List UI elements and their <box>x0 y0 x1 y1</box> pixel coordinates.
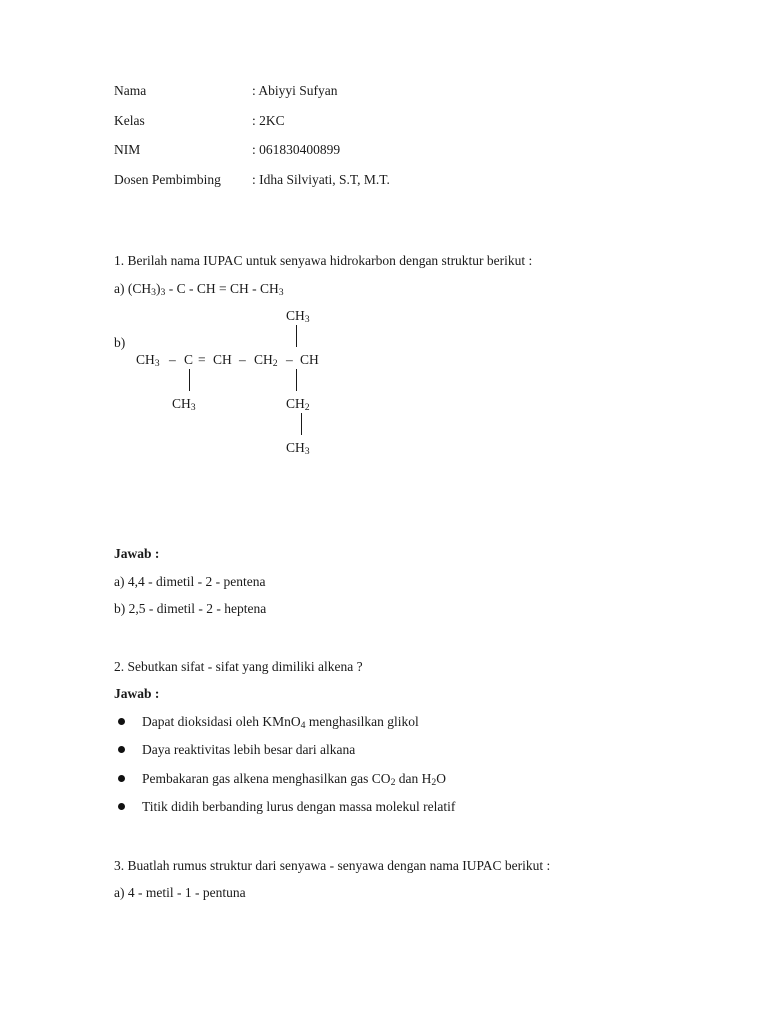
identity-label-nim: NIM <box>114 142 141 157</box>
structure-chain-ch2: $CH_2$ <box>254 352 278 370</box>
question-1-prompt: 1. Berilah nama IUPAC untuk senyawa hidrokarbon dengan struktur berikut : <box>114 253 533 268</box>
question-2-answer-heading: Jawab : <box>114 686 160 701</box>
identity-value-nim: : 061830400899 <box>252 142 341 157</box>
structure-bond-bottom-vertical <box>301 413 302 435</box>
question-2-prompt: 2. Sebutkan sifat - sifat yang dimiliki alkena ? <box>114 658 363 674</box>
spacer-after-structure <box>114 461 654 547</box>
structure-lower-left-branch-ch3: $CH_3$ <box>172 396 196 414</box>
bullet-text-oksidasi: Dapat dioksidasi oleh KMnO$_4$ menghasilkan glikol <box>142 713 419 731</box>
structure-b-marker: b) <box>114 335 126 350</box>
question-1-answer-heading: Jawab : <box>114 546 160 561</box>
identity-label-kelas: Kelas <box>114 112 145 128</box>
structure-bond-top-vertical <box>296 325 297 347</box>
question-2-bullet-list <box>114 715 654 814</box>
question-1-structure-b <box>114 309 654 461</box>
identity-row-kelas <box>114 114 654 128</box>
question-1-answer-b: b) 2,5 - dimetil - 2 - heptena <box>114 601 267 616</box>
identity-row-nama <box>114 84 654 98</box>
question-3-prompt: 3. Buatlah rumus struktur dari senyawa - senyawa dengan nama IUPAC berikut : <box>114 857 551 873</box>
structure-chain-ch: CH <box>213 352 232 367</box>
structure-bond-lower-left-vertical <box>189 369 190 391</box>
structure-bond-lower-right-vertical <box>296 369 297 391</box>
list-item <box>114 743 654 757</box>
bullet-icon <box>114 800 142 814</box>
spacer-before-question-2 <box>114 630 654 660</box>
structure-lower-right-branch-ch2: $CH_2$ <box>286 396 310 414</box>
structure-chain-double-bond: = <box>198 352 206 367</box>
bullet-text-reaktivitas: Daya reaktivitas lebih besar dari alkana <box>142 742 356 757</box>
identity-label-dosen-pembimbing: Dosen Pembimbing <box>114 171 221 187</box>
question-1-item-a: a) $(CH_3)_3$ - C - CH = CH - $CH_3$ <box>114 280 284 298</box>
question-3-item-a: a) 4 - metil - 1 - pentuna <box>114 885 246 900</box>
structure-top-branch-ch3: $CH_3$ <box>286 308 310 326</box>
identity-value-dosen-pembimbing: : Idha Silviyati, S.T, M.T. <box>252 171 390 187</box>
document-content <box>114 84 654 914</box>
bullet-icon <box>114 743 142 757</box>
structure-chain-ch-right: CH <box>300 352 319 367</box>
structure-chain-dash-2: – <box>239 352 246 367</box>
structure-bottom-branch-ch3: $CH_3$ <box>286 440 310 458</box>
structure-chain-dash-1: – <box>169 352 176 367</box>
list-item <box>114 800 654 814</box>
identity-value-nama: : Abiyyi Sufyan <box>252 83 338 98</box>
bullet-text-titik-didih: Titik didih berbanding lurus dengan massa molekul relatif <box>142 799 456 814</box>
list-item <box>114 715 654 729</box>
identity-block <box>114 84 654 186</box>
spacer-after-identity <box>114 202 654 254</box>
identity-row-dosen-pembimbing <box>114 173 654 187</box>
question-1-answer-a: a) 4,4 - dimetil - 2 - pentena <box>114 573 266 589</box>
structure-chain-ch3-left: $CH_3$ <box>136 352 160 370</box>
list-item <box>114 772 654 786</box>
identity-label-nama: Nama <box>114 83 147 98</box>
identity-row-nim <box>114 143 654 157</box>
spacer-before-question-3 <box>114 829 654 859</box>
bullet-icon <box>114 772 142 786</box>
identity-value-kelas: : 2KC <box>252 112 285 128</box>
bullet-icon <box>114 715 142 729</box>
bullet-text-pembakaran: Pembakaran gas alkena menghasilkan gas $CO_2$ dan $H_2O$ <box>142 770 447 788</box>
structure-chain-c: C <box>184 352 194 367</box>
structure-chain-dash-3: – <box>286 352 293 367</box>
